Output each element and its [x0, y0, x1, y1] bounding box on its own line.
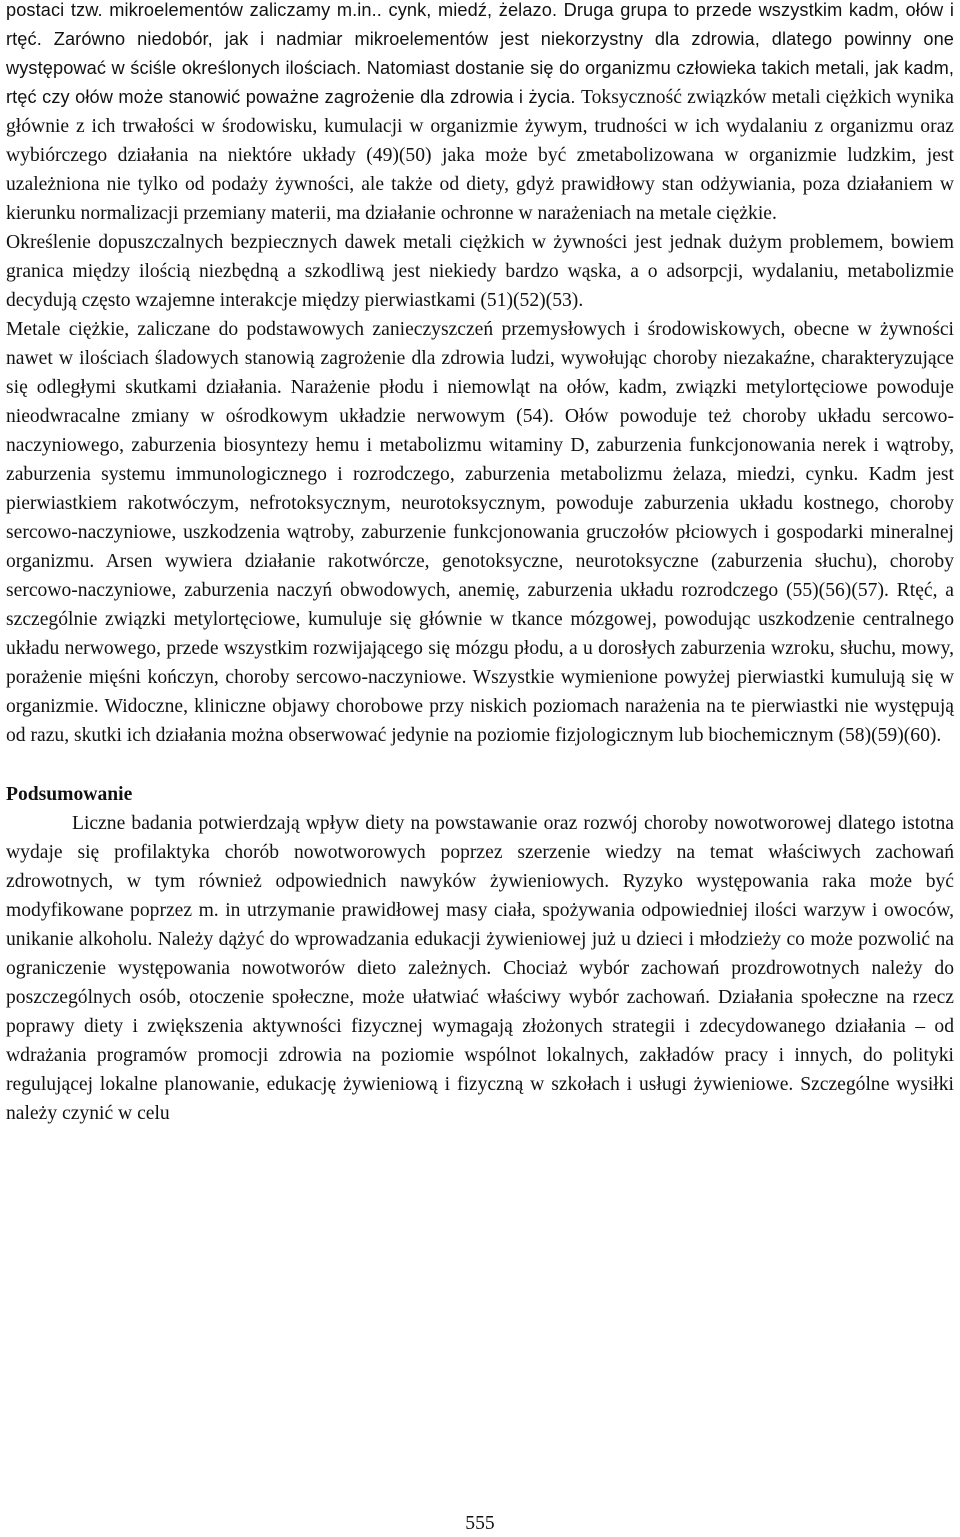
paragraph-1-segment-2: Toksyczność związków metali ciężkich wynika głównie z ich trwałości w środowisku, kumulacji w organizmie żywym, trudności w ich wydalaniu z organizmu oraz wybiórczego działania na niektóre układy (49)(50) jaka może być zmetabolizowana w organizmie ludzkim, jest uzależniona nie tylko od podaży żywności, ale także od diety, gdyż prawidłowy stan odżywiania, poza działaniem w kierunku normalizacji przemiany materii, ma działanie ochronne w narażeniach na metale ciężkie.: [6, 87, 954, 224]
body-paragraph-1: [6, 0, 954, 228]
paragraph-2-segment-1: Określenie dopuszczalnych bezpiecznych dawek metali ciężkich w żywności jest jednak dużym problemem, bowiem granica między ilością niezbędną a szkodliwą jest niekiedy bardzo wąska, a o adsorpcji, wydalaniu, metabolizmie decydują często wzajemne interakcje między pierwiastkami (51)(52)(53).: [6, 232, 954, 311]
paragraph-3-segment-1: Metale ciężkie, zaliczane do podstawowych zanieczyszczeń przemysłowych i środowiskowych, obecne w żywności nawet w ilościach śladowych stanowią zagrożenie dla zdrowia ludzi, wywołując choroby niezakaźne, charakteryzujące się odległymi skutkami działania. Narażenie płodu i niemowląt na ołów, kadm, związki metylortęciowe powoduje nieodwracalne zmiany w ośrodkowym układzie nerwowym (54). Ołów powoduje też choroby układu sercowo-naczyniowego, zaburzenia biosyntezy hemu i metabolizmu witaminy D, zaburzenia funkcjonowania nerek i wątroby, zaburzenia systemu immunologicznego i rozrodczego, zaburzenia metabolizmu żelaza, miedzi, cynku. Kadm jest pierwiastkiem rakotwóczym, nefrotoksycznym, neurotoksycznym, powoduje zaburzenia układu kostnego, choroby sercowo-naczyniowe, uszkodzenia wątroby, zaburzenie funkcjonowania gruczołów płciowych i gospodarki mineralnej organizmu. Arsen wywiera działanie rakotwórcze, genotoksyczne, neurotoksyczne (zaburzenia słuchu), choroby sercowo-naczyniowe, zaburzenia naczyń obwodowych, anemię, zaburzenia układu rozrodczego (55)(56)(57). Rtęć, a szczególnie związki metylortęciowe, kumuluje się głównie w tkance mózgowej, powodując uszkodzenie centralnego układu nerwowego, przede wszystkim rozwijającego się mózgu płodu, a u dorosłych zaburzenia wzroku, słuchu, mowy, porażenie mięśni kończyn, choroby sercowo-naczyniowe. Wszystkie wymienione powyżej pierwiastki kumulują się w organizmie. Widoczne, kliniczne objawy chorobowe przy niskich poziomach narażenia na te pierwiastki nie występują od razu, skutki ich działania można obserwować jedynie na poziomie fizjologicznym lub biochemicznym (58)(59)(60).: [6, 319, 954, 746]
body-paragraph-3: [6, 315, 954, 750]
page-number: 555: [465, 1513, 495, 1534]
paragraph-1-segment-1: postaci tzw. mikroelementów zaliczamy m.in.. cynk, miedź, żelazo. Druga grupa to przede wszystkim kadm, ołów i rtęć. Zarówno niedobór, jak i nadmiar mikroelementów jest niekorzystny dla zdrowia, dlatego powinny one występować w ściśle określonych ilościach. Natomiast dostanie się do organizmu człowieka takich metali, jak kadm, rtęć czy ołów może stanowić poważne zagrożenie dla zdrowia i życia.: [6, 0, 954, 107]
document-page: [6, 0, 954, 1128]
body-paragraph-2: [6, 228, 954, 315]
section-heading-summary: Podsumowanie: [6, 784, 133, 805]
summary-paragraph: Liczne badania potwierdzają wpływ diety na powstawanie oraz rozwój choroby nowotworowej dlatego istotna wydaje się profilaktyka chorób nowotworowych poprzez szerzenie wiedzy na temat właściwych zachowań zdrowotnych, w tym również odpowiednich nawyków żywieniowych. Ryzyko występowania raka może być modyfikowane poprzez m. in utrzymanie prawidłowej masy ciała, spożywania odpowiedniej ilości warzyw i owoców, unikanie alkoholu. Należy dążyć do wprowadzania edukacji żywieniowej już u dzieci i młodzieży co może pozwolić na ograniczenie występowania nowotworów dieto zależnych. Chociaż wybór zachowań prozdrowotnych należy do poszczególnych osób, otoczenie społeczne, może ułatwiać właściwy wybór zachowań. Działania społeczne na rzecz poprawy diety i zwiększenia aktywności fizycznej wymagają złożonych strategii i zdecydowanego działania – od wdrażania programów promocji zdrowia na poziomie wspólnot lokalnych, zakładów pracy i innych, do polityki regulującej lokalne planowanie, edukację żywieniową i fizyczną w szkołach i usługi żywieniowe. Szczególne wysiłki należy czynić w celu: [6, 813, 954, 1124]
